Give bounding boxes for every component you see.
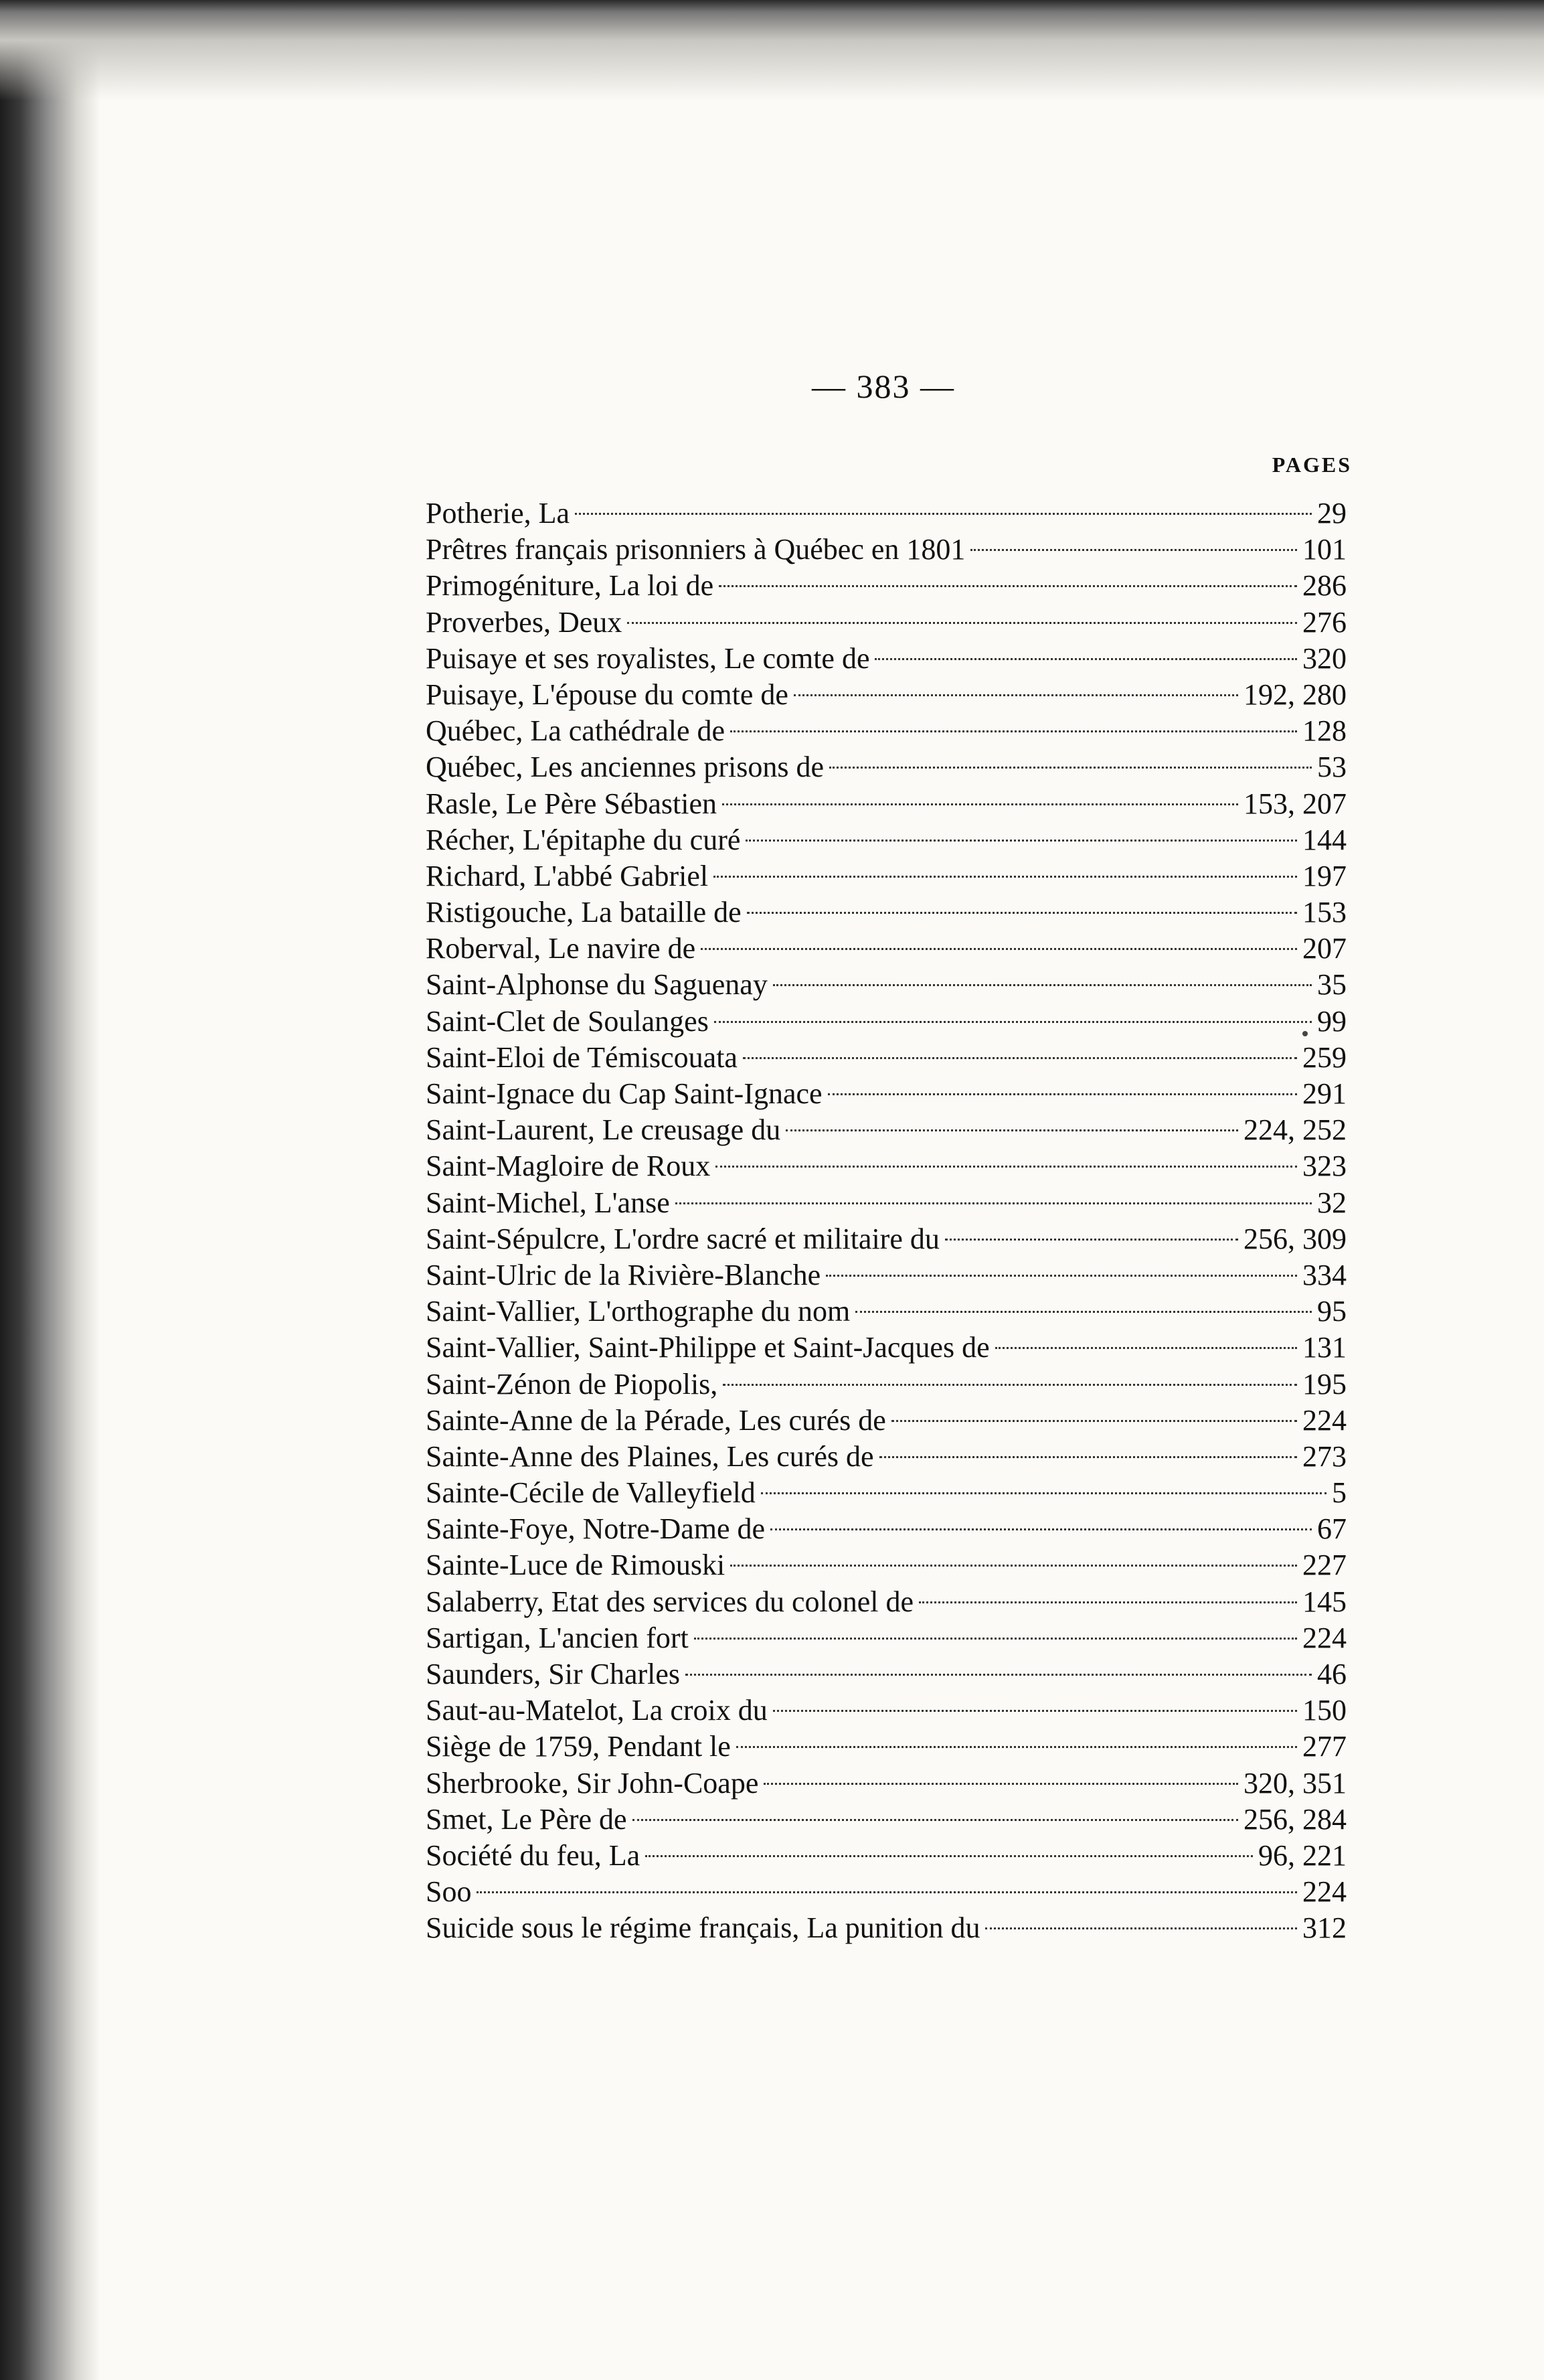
entry-pages: 320, 351 (1243, 1766, 1347, 1800)
index-entry (426, 713, 1347, 749)
entry-title: Saint-Laurent, Le creusage du (426, 1113, 781, 1147)
dot-leader (713, 876, 1297, 878)
dot-leader (828, 1093, 1297, 1095)
entry-pages: 46 (1317, 1658, 1347, 1690)
dot-leader (730, 1565, 1297, 1567)
index-entry (426, 1221, 1347, 1257)
entry-pages: 320 (1302, 641, 1347, 675)
entry-title: Prêtres français prisonniers à Québec en 1801 (426, 533, 966, 566)
entry-title: Saint-Sépulcre, L'ordre sacré et militaire du (426, 1222, 940, 1255)
dot-leader (730, 730, 1297, 732)
entry-pages: 224 (1302, 1875, 1347, 1909)
entry-pages: 145 (1302, 1585, 1347, 1618)
dot-leader (794, 694, 1238, 696)
index-entry (426, 1439, 1347, 1475)
index-entry (426, 858, 1347, 894)
entry-title: Québec, La cathédrale de (426, 714, 725, 748)
index-entry (426, 1838, 1347, 1874)
entry-pages: 67 (1317, 1512, 1347, 1546)
entry-title: Saunders, Sir Charles (426, 1658, 681, 1690)
entry-title: Suicide sous le régime français, La punition du (426, 1911, 980, 1945)
dot-leader (632, 1819, 1238, 1821)
index-entry (426, 1547, 1347, 1583)
entry-pages: 224 (1302, 1621, 1347, 1654)
index-entry (426, 967, 1347, 1003)
entry-title: Saint-Eloi de Témiscouata (426, 1040, 738, 1074)
index-entry (426, 822, 1347, 858)
entry-title: Sherbrooke, Sir John-Coape (426, 1766, 759, 1800)
dot-leader (875, 658, 1297, 660)
dot-leader (722, 803, 1238, 805)
entry-pages: 29 (1317, 497, 1347, 530)
dot-leader (985, 1927, 1297, 1929)
dot-leader (723, 1384, 1297, 1386)
dot-leader (761, 1492, 1326, 1494)
dot-leader (945, 1239, 1238, 1241)
entry-pages: 224 (1302, 1403, 1347, 1437)
index-entry (426, 1620, 1347, 1656)
dot-leader (891, 1420, 1297, 1422)
dot-leader (829, 767, 1312, 769)
index-entry (426, 1584, 1347, 1620)
dot-leader (743, 1057, 1297, 1059)
entry-pages: 273 (1302, 1439, 1347, 1473)
index-entry (426, 1475, 1347, 1511)
entry-title: Sainte-Foye, Notre-Dame de (426, 1512, 766, 1546)
index-entry (426, 532, 1347, 568)
dot-leader (747, 912, 1297, 914)
entry-title: Smet, Le Père de (426, 1802, 627, 1836)
dot-leader (701, 948, 1297, 950)
index-entry (426, 495, 1347, 532)
dot-leader (970, 549, 1297, 551)
entry-pages: 259 (1302, 1040, 1347, 1074)
entry-title: Sainte-Luce de Rimouski (426, 1549, 725, 1582)
entry-title: Saint-Vallier, L'orthographe du nom (426, 1295, 851, 1328)
dot-leader (694, 1638, 1297, 1640)
entry-title: Saint-Ulric de la Rivière-Blanche (426, 1258, 821, 1291)
dot-leader (786, 1129, 1238, 1131)
dot-leader (736, 1746, 1297, 1748)
entry-pages: 5 (1332, 1476, 1347, 1510)
entry-pages: 197 (1302, 859, 1347, 892)
entry-pages: 224, 252 (1243, 1113, 1347, 1147)
index-entry (426, 568, 1347, 604)
entry-pages: 128 (1302, 714, 1347, 748)
entry-title: Rasle, Le Père Sébastien (426, 787, 717, 820)
entry-title: Soo (426, 1875, 472, 1909)
index-entry (426, 1366, 1347, 1403)
dot-leader (764, 1783, 1238, 1785)
entry-pages: 99 (1317, 1004, 1347, 1038)
entry-pages: 312 (1302, 1911, 1347, 1945)
entry-title: Sainte-Anne de la Pérade, Les curés de (426, 1403, 886, 1437)
entry-pages: 96, 221 (1258, 1838, 1347, 1872)
dot-leader (855, 1311, 1312, 1313)
scan-shadow-top (0, 0, 1544, 100)
entry-pages: 35 (1317, 968, 1347, 1002)
dot-leader (995, 1347, 1297, 1349)
index-entry (426, 641, 1347, 677)
entry-pages: 227 (1302, 1549, 1347, 1582)
entry-title: Richard, L'abbé Gabriel (426, 859, 709, 892)
dot-leader (715, 1166, 1297, 1168)
entry-pages: 286 (1302, 569, 1347, 603)
index-entry (426, 1874, 1347, 1910)
entry-pages: 101 (1302, 533, 1347, 566)
index-entry (426, 1148, 1347, 1184)
pages-column-header: PAGES (1272, 453, 1352, 477)
entry-title: Société du feu, La (426, 1838, 640, 1872)
dot-leader (879, 1456, 1297, 1458)
entry-title: Primogéniture, La loi de (426, 569, 714, 603)
index-entry (426, 1729, 1347, 1765)
index-entry (426, 1511, 1347, 1547)
index-entry (426, 1330, 1347, 1366)
dot-leader (675, 1202, 1312, 1204)
index-entry (426, 786, 1347, 822)
dot-leader (773, 984, 1312, 986)
index-entry (426, 1692, 1347, 1729)
index-entry (426, 1403, 1347, 1439)
entry-title: Saint-Alphonse du Saguenay (426, 968, 768, 1002)
index-entry (426, 894, 1347, 931)
entry-pages: 32 (1317, 1186, 1347, 1219)
dot-leader (575, 513, 1312, 515)
index-entry (426, 605, 1347, 641)
entry-pages: 277 (1302, 1730, 1347, 1763)
entry-title: Saint-Vallier, Saint-Philippe et Saint-Jacques de (426, 1331, 990, 1364)
entry-pages: 131 (1302, 1331, 1347, 1364)
margin-mark (1302, 1031, 1308, 1036)
dot-leader (770, 1528, 1312, 1530)
entry-pages: 323 (1302, 1149, 1347, 1183)
dot-leader (719, 585, 1297, 587)
entry-pages: 144 (1302, 823, 1347, 856)
entry-title: Potherie, La (426, 497, 570, 530)
index-entry (426, 931, 1347, 967)
index-entry (426, 1293, 1347, 1330)
index-entry (426, 749, 1347, 785)
entry-title: Québec, Les anciennes prisons de (426, 750, 825, 784)
dot-leader (627, 622, 1297, 624)
entry-pages: 192, 280 (1243, 678, 1347, 711)
entry-pages: 276 (1302, 605, 1347, 639)
entry-title: Saint-Ignace du Cap Saint-Ignace (426, 1077, 823, 1110)
entry-title: Sainte-Cécile de Valleyfield (426, 1476, 756, 1510)
dot-leader (773, 1710, 1297, 1712)
entry-pages: 256, 284 (1243, 1802, 1347, 1836)
entry-pages: 256, 309 (1243, 1222, 1347, 1255)
index-entry (426, 1040, 1347, 1076)
dot-leader (645, 1855, 1253, 1857)
entry-title: Saint-Clet de Soulanges (426, 1004, 709, 1038)
index-entry (426, 1765, 1347, 1802)
dot-leader (477, 1891, 1297, 1893)
entry-title: Puisaye, L'épouse du comte de (426, 678, 788, 711)
scan-shadow-left (0, 0, 100, 2380)
entry-title: Saut-au-Matelot, La croix du (426, 1694, 768, 1727)
entry-title: Récher, L'épitaphe du curé (426, 823, 741, 856)
entry-pages: 207 (1302, 932, 1347, 965)
entry-pages: 150 (1302, 1694, 1347, 1727)
dot-leader (714, 1021, 1312, 1023)
entry-title: Ristigouche, La bataille de (426, 896, 742, 929)
entry-pages: 53 (1317, 750, 1347, 784)
index-entry (426, 677, 1347, 713)
index-entry (426, 1185, 1347, 1221)
entry-pages: 153, 207 (1243, 787, 1347, 820)
entry-pages: 291 (1302, 1077, 1347, 1110)
entry-pages: 153 (1302, 896, 1347, 929)
index-entry (426, 1257, 1347, 1293)
dot-leader (919, 1601, 1297, 1603)
dot-leader (826, 1275, 1297, 1277)
index-entry (426, 1802, 1347, 1838)
entry-title: Saint-Zénon de Piopolis, (426, 1367, 718, 1401)
page-number: — 383 — (812, 368, 955, 405)
index-list (426, 495, 1347, 1947)
entry-pages: 195 (1302, 1367, 1347, 1401)
entry-pages: 334 (1302, 1258, 1347, 1291)
entry-title: Sartigan, L'ancien fort (426, 1621, 689, 1654)
index-entry (426, 1910, 1347, 1946)
entry-title: Puisaye et ses royalistes, Le comte de (426, 641, 870, 675)
entry-title: Siège de 1759, Pendant le (426, 1730, 731, 1763)
entry-title: Saint-Magloire de Roux (426, 1149, 711, 1183)
dot-leader (746, 840, 1297, 842)
entry-title: Sainte-Anne des Plaines, Les curés de (426, 1439, 874, 1473)
index-entry (426, 1004, 1347, 1040)
entry-title: Roberval, Le navire de (426, 932, 696, 965)
entry-title: Saint-Michel, L'anse (426, 1186, 670, 1219)
entry-title: Proverbes, Deux (426, 605, 622, 639)
dot-leader (685, 1674, 1312, 1676)
index-entry (426, 1112, 1347, 1148)
index-entry (426, 1076, 1347, 1112)
index-entry (426, 1656, 1347, 1692)
entry-pages: 95 (1317, 1295, 1347, 1328)
entry-title: Salaberry, Etat des services du colonel de (426, 1585, 914, 1618)
